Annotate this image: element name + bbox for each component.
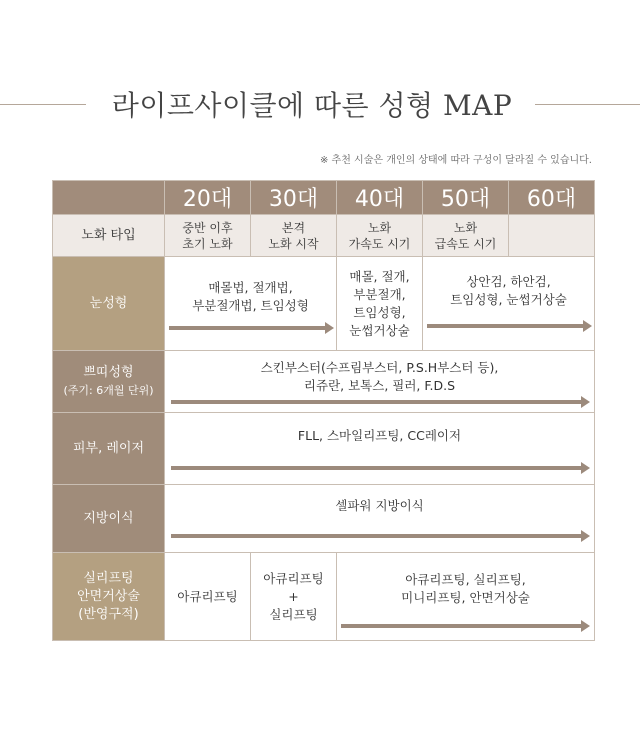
lift-30s (251, 553, 337, 641)
aging-50s-line2: 급속도 시기 (434, 236, 497, 251)
lift-40s-60s (337, 553, 595, 641)
aging-row (53, 215, 595, 257)
skin-text: FLL, 스마일리프팅, CC레이저 (297, 427, 462, 443)
booster-row (53, 351, 595, 413)
eye-a-line1: 매몰법, 절개법, (208, 279, 293, 295)
aging-40s-line1: 노화 (367, 220, 392, 235)
eye-20s-30s (165, 257, 337, 351)
lift-c-line1: 아큐리프팅, 실리프팅, (405, 571, 526, 587)
fat-row (53, 485, 595, 553)
eye-b-line4: 눈썹거상술 (349, 322, 410, 338)
age-20s: 20대 (165, 181, 251, 215)
age-50s: 50대 (423, 181, 509, 215)
fat-text: 셀파워 지방이식 (335, 497, 424, 513)
title-rule-right (535, 104, 640, 105)
eye-b-line3: 트임성형, (353, 304, 406, 320)
aging-20s (165, 215, 251, 257)
lift-20s: 아큐리프팅 (165, 553, 251, 641)
booster-line2: 리쥬란, 보톡스, 필러, F.D.S (303, 377, 456, 393)
eye-50s-60s (423, 257, 595, 351)
eye-arrow-c (427, 324, 586, 328)
eye-a-line2: 부분절개법, 트임성형 (192, 297, 309, 313)
lift-label-line2: 안면거상술 (77, 588, 140, 604)
eye-label: 눈성형 (53, 257, 165, 351)
lift-label-line3: (반영구적) (78, 606, 139, 622)
booster-label-line1: 쁘띠성형 (83, 364, 134, 380)
aging-60s (509, 215, 595, 257)
lift-b-line1: 아큐리프팅 (263, 570, 324, 586)
aging-20s-line1: 중반 이후 (182, 220, 233, 235)
eye-b-line2: 부분절개, (353, 286, 406, 302)
page-title: 라이프사이클에 따른 성형 MAP (111, 89, 513, 122)
age-40s: 40대 (337, 181, 423, 215)
booster-label (53, 351, 165, 413)
booster-all-ages (165, 351, 595, 413)
lift-b-line2: + (288, 588, 299, 604)
aging-30s-line1: 본격 (281, 220, 306, 235)
aging-20s-line2: 초기 노화 (182, 236, 233, 251)
skin-label: 피부, 레이저 (53, 413, 165, 485)
booster-line1: 스킨부스터(수프림부스터, P.S.H부스터 등), (260, 359, 499, 375)
aging-30s-line2: 노화 시작 (268, 236, 319, 251)
aging-40s-line2: 가속도 시기 (348, 236, 411, 251)
aging-label: 노화 타입 (53, 215, 165, 257)
skin-all-ages (165, 413, 595, 485)
title-rule-left (0, 104, 86, 105)
header-corner (53, 181, 165, 215)
eye-arrow-a (169, 326, 328, 330)
booster-arrow (171, 400, 584, 404)
skin-row (53, 413, 595, 485)
lift-c-line2: 미니리프팅, 안면거상술 (401, 589, 530, 605)
eye-c-line1: 상안검, 하안검, (466, 273, 551, 289)
eye-c-line2: 트임성형, 눈썹거상술 (450, 291, 567, 307)
eye-40s (337, 257, 423, 351)
aging-30s (251, 215, 337, 257)
aging-40s (337, 215, 423, 257)
age-header-row (53, 181, 595, 215)
booster-label-line2: (주기: 6개월 단위) (63, 383, 154, 397)
age-30s: 30대 (251, 181, 337, 215)
lift-b-line3: 실리프팅 (269, 606, 318, 622)
skin-arrow (171, 466, 584, 470)
fat-arrow (171, 534, 584, 538)
lifecycle-map-table (52, 180, 595, 641)
lift-arrow (341, 624, 584, 628)
lift-row (53, 553, 595, 641)
eye-b-line1: 매몰, 절개, (349, 268, 410, 284)
fat-all-ages (165, 485, 595, 553)
lift-label-line1: 실리프팅 (83, 570, 134, 586)
fat-label: 지방이식 (53, 485, 165, 553)
aging-50s-line1: 노화 (453, 220, 478, 235)
aging-50s (423, 215, 509, 257)
age-60s: 60대 (509, 181, 595, 215)
eye-row (53, 257, 595, 351)
disclaimer-note: ※ 추천 시술은 개인의 상태에 따라 구성이 달라질 수 있습니다. (319, 155, 592, 166)
lift-label (53, 553, 165, 641)
